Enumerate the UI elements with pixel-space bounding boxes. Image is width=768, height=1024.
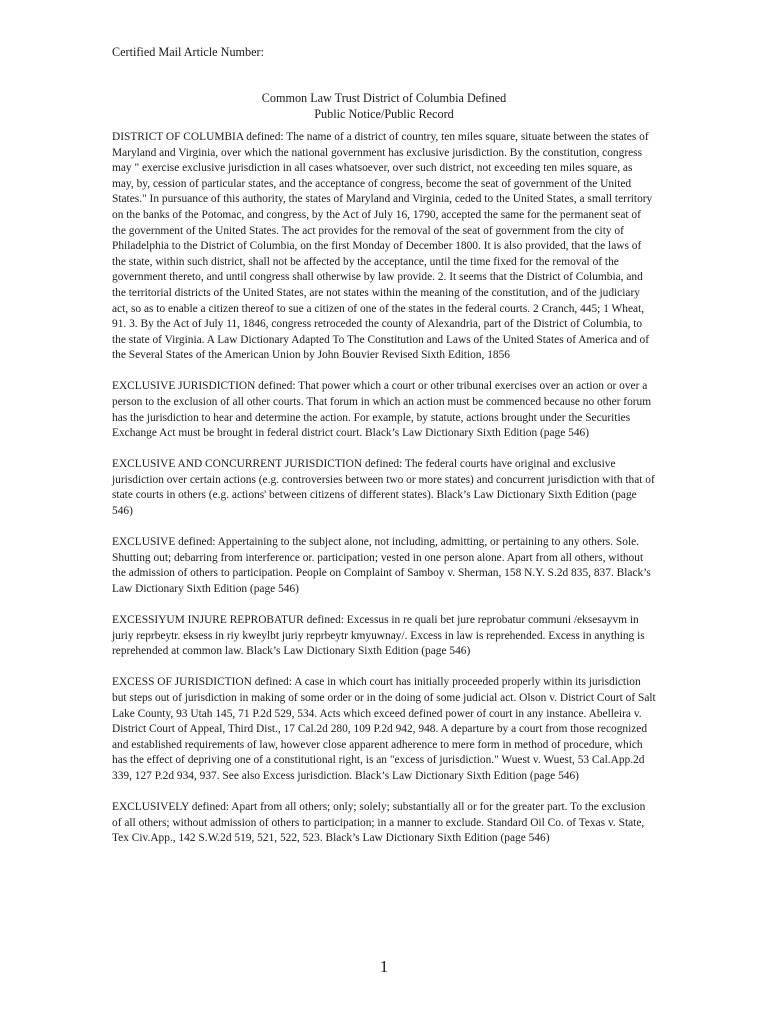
paragraph-excessiyum-injure-reprobatur: EXCESSIYUM INJURE REPROBATUR defined: Excessus in re quali bet jure reprobatur communi /eksesayvm in juriy reprbeytr. eksess in riy kweylbt juriy reprbeytr kmyuwnay/. Excess in law is reprehended. Excess in anything is reprehended at common law. Black’s Law Dictionary Sixth Edition (page 546)	[112, 614, 645, 658]
paragraph-exclusive-and-concurrent-jurisdiction: EXCLUSIVE AND CONCURRENT JURISDICTION defined: The federal courts have original and exclusive jurisdiction over certain actions (e.g. controversies between two or more states) and concurrent jurisdiction with that of state courts in others (e.g. actions' between citizens of different states). Black’s Law Dictionary Sixth Edition (page 546)	[112, 458, 655, 518]
title-line-2: Public Notice/Public Record	[314, 106, 454, 121]
page-number: 1	[379, 957, 389, 976]
document-title	[112, 91, 656, 122]
paragraph-exclusive: EXCLUSIVE defined: Appertaining to the subject alone, not including, admitting, or pertaining to any others. Sole. Shutting out; debarring from interference or. participation; vested in one person alone. Apart from all others, without the admission of others to participation. People on Complaint of Samboy v. Sherman, 158 N.Y. S.2d 835, 837. Black’s Law Dictionary Sixth Edition (page 546)	[112, 536, 651, 595]
certified-mail-header: Certified Mail Article Number:	[112, 45, 264, 59]
paragraph-exclusively: EXCLUSIVELY defined: Apart from all others; only; solely; substantially all or for the greater part. To the exclusion of all others; without admission of others to participation; in a manner to exclude. Standard Oil Co. of Texas v. State, Tex Civ.App., 142 S.W.2d 519, 521, 522, 523. Black’s Law Dictionary Sixth Edition (page 546)	[112, 800, 646, 845]
paragraph-district-of-columbia: DISTRICT OF COLUMBIA defined: The name of a district of country, ten miles square, situate between the states of Maryland and Virginia, over which the national government has exclusive jurisdiction. By the constitution, congress may " exercise exclusive jurisdiction in all cases whatsoever, over such district, not exceeding ten miles square, as may, by, cession of particular states, and the acceptance of congress, become the seat of government of the United States." In pursuance of this authority, the states of Maryland and Virginia, ceded to the United States, a small territory on the banks of the Potomac, and congress, by the Act of July 16, 1790, accepted the same for the permanent seat of the government of the United States. The act provides for the removal of the seat of government from the city of Philadelphia to the District of Columbia, on the first Monday of December 1800. It is also provided, that the laws of the state, within such district, shall not be affected by the acceptance, until the time fixed for the removal of the government thereto, and until congress shall otherwise by law provide. 2. It seems that the District of Columbia, and the territorial districts of the United States, are not states within the meaning of the constitution, and of the judiciary act, so as to enable a citizen thereof to sue a citizen of one of the states in the federal courts. 2 Cranch, 445; 1 Wheat, 91. 3. By the Act of July 11, 1846, congress retroceded the county of Alexandria, part of the District of Columbia, to the state of Virginia. A Law Dictionary Adapted To The Constitution and Laws of the United States of America and of the Several States of the American Union by John Bouvier Revised Sixth Edition, 1856	[112, 131, 653, 362]
paragraph-exclusive-jurisdiction: EXCLUSIVE JURISDICTION defined: That power which a court or other tribunal exercises over an action or over a person to the exclusion of all other courts. That forum in which an action must be commenced because no other forum has the jurisdiction to hear and determine the action. For example, by statute, actions brought under the Securities Exchange Act must be brought in federal district court. Black’s Law Dictionary Sixth Edition (page 546)	[112, 380, 652, 440]
title-line-1: Common Law Trust District of Columbia Defined	[261, 91, 507, 105]
paragraph-excess-of-jurisdiction: EXCESS OF JURISDICTION defined: A case in which court has initially proceeded properly within its jurisdiction but steps out of jurisdiction in making of some order or in the doing of some judicial act. Olson v. District Court of Salt Lake County, 93 Utah 145, 71 P.2d 529, 534. Acts which exceed defined power of court in any instance. Abelleira v. District Court of Appeal, Third Dist., 17 Cal.2d 280, 109 P.2d 942, 948. A departure by a court from those recognized and established requirements of law, however close apparent adherence to mere form in method of procedure, which has the effect of depriving one of a constitutional right, is an "excess of jurisdiction." Wuest v. Wuest, 53 Cal.App.2d 339, 127 P.2d 934, 937. See also Excess jurisdiction. Black’s Law Dictionary Sixth Edition (page 546)	[112, 676, 656, 782]
